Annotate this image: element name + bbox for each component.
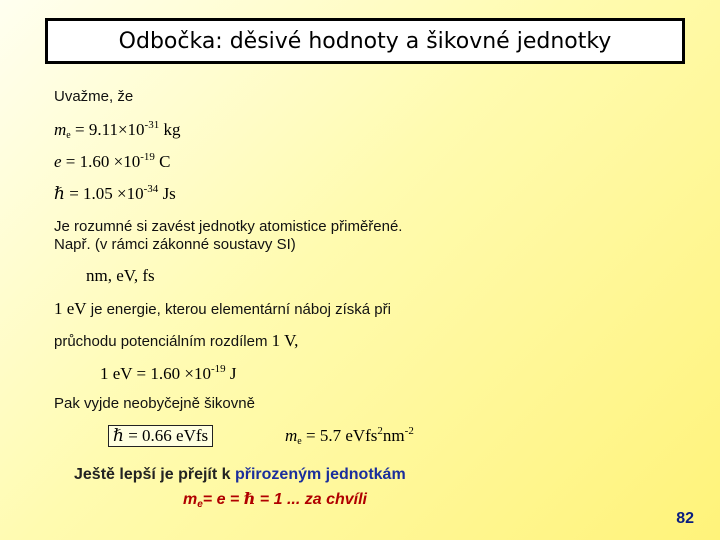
eq1-exp: -31 bbox=[144, 119, 160, 131]
then-text: Pak vyjde neobyčejně šikovně bbox=[54, 395, 255, 412]
eq2-times: × bbox=[113, 152, 124, 171]
hbar-symbol-icon: ℏ bbox=[54, 184, 65, 204]
eq3-base: 10 bbox=[126, 184, 144, 203]
me-rhs: = 5.7 eVfs bbox=[301, 426, 378, 445]
ev-definition-line2-text: průchodu potenciálním rozdílem bbox=[54, 333, 272, 350]
eq1-lhs: m bbox=[54, 120, 67, 139]
ev-equation bbox=[100, 364, 237, 384]
me-sub: e bbox=[297, 436, 302, 447]
slide-title-box bbox=[45, 18, 685, 64]
hbar-value-box bbox=[108, 425, 213, 447]
eq1-unit: kg bbox=[159, 120, 181, 139]
hbar-box-value: = 0.66 eVfs bbox=[123, 426, 209, 445]
eq3-exp: -34 bbox=[143, 183, 159, 195]
ev-eq-base: 10 bbox=[193, 364, 211, 383]
natural-units-line bbox=[74, 466, 406, 484]
ev-definition-text: je energie, kterou elementární náboj získá při bbox=[86, 301, 391, 318]
final-tail: ... za chvíli bbox=[286, 491, 367, 508]
units-list: nm, eV, fs bbox=[86, 266, 155, 285]
ev-eq-lhs: 1 eV = 1.60 bbox=[100, 364, 185, 383]
electron-mass-natural bbox=[285, 426, 414, 446]
ev-eq-exp: -19 bbox=[210, 363, 226, 375]
final-sub: e bbox=[197, 499, 203, 510]
eq2-rhs: = 1.60 bbox=[61, 152, 114, 171]
ev-eq-unit: J bbox=[225, 364, 237, 383]
ev-definition-line-1 bbox=[54, 299, 391, 319]
paragraph-line-1: Je rozumné si zavést jednotky atomistice přiměřené. bbox=[54, 218, 403, 235]
eq3-times: × bbox=[117, 184, 127, 203]
eq1-base: 10 bbox=[127, 120, 145, 139]
eq3-unit: Js bbox=[158, 184, 176, 203]
final-mid: = e = bbox=[202, 491, 244, 508]
eq2-base: 10 bbox=[123, 152, 141, 171]
natural-units-emphasis: přirozeným jednotkám bbox=[234, 466, 406, 483]
ev-definition-line-2 bbox=[54, 331, 298, 351]
me-exp1: 2 bbox=[377, 425, 383, 437]
hbar-box-symbol-icon: ℏ bbox=[113, 426, 124, 446]
me-mid: nm bbox=[382, 426, 405, 445]
eq3-rhs: = 1.05 bbox=[64, 184, 118, 203]
ev-eq-times: × bbox=[184, 364, 194, 383]
final-hbar-icon: ℏ bbox=[243, 489, 256, 508]
hbar-equation bbox=[54, 184, 176, 204]
eq1-times: × bbox=[117, 120, 128, 139]
final-lhs: m bbox=[183, 491, 198, 508]
eq1-rhs: = 9.11 bbox=[70, 120, 118, 139]
eq2-lhs: e bbox=[54, 152, 62, 171]
natural-units-text: Ještě lepší je přejít k bbox=[74, 466, 235, 483]
electron-mass-equation bbox=[54, 120, 180, 140]
slide-title: Odbočka: děsivé hodnoty a šikovné jednotky bbox=[118, 28, 612, 54]
eq2-exp: -19 bbox=[140, 151, 155, 163]
natural-units-equation bbox=[183, 489, 367, 509]
ev-definition-value: 1 V, bbox=[271, 331, 299, 350]
intro-text: Uvažme, že bbox=[54, 88, 134, 105]
me-exp2: -2 bbox=[404, 425, 414, 437]
eq1-sub: e bbox=[66, 130, 71, 141]
page-number: 82 bbox=[676, 510, 694, 527]
final-rhs: = 1 bbox=[255, 491, 287, 508]
paragraph-line-2: Např. (v rámci zákonné soustavy SI) bbox=[54, 236, 296, 253]
ev-label: 1 eV bbox=[54, 299, 87, 318]
me-lhs: m bbox=[285, 426, 298, 445]
charge-equation bbox=[54, 152, 171, 172]
eq2-unit: C bbox=[154, 152, 171, 171]
